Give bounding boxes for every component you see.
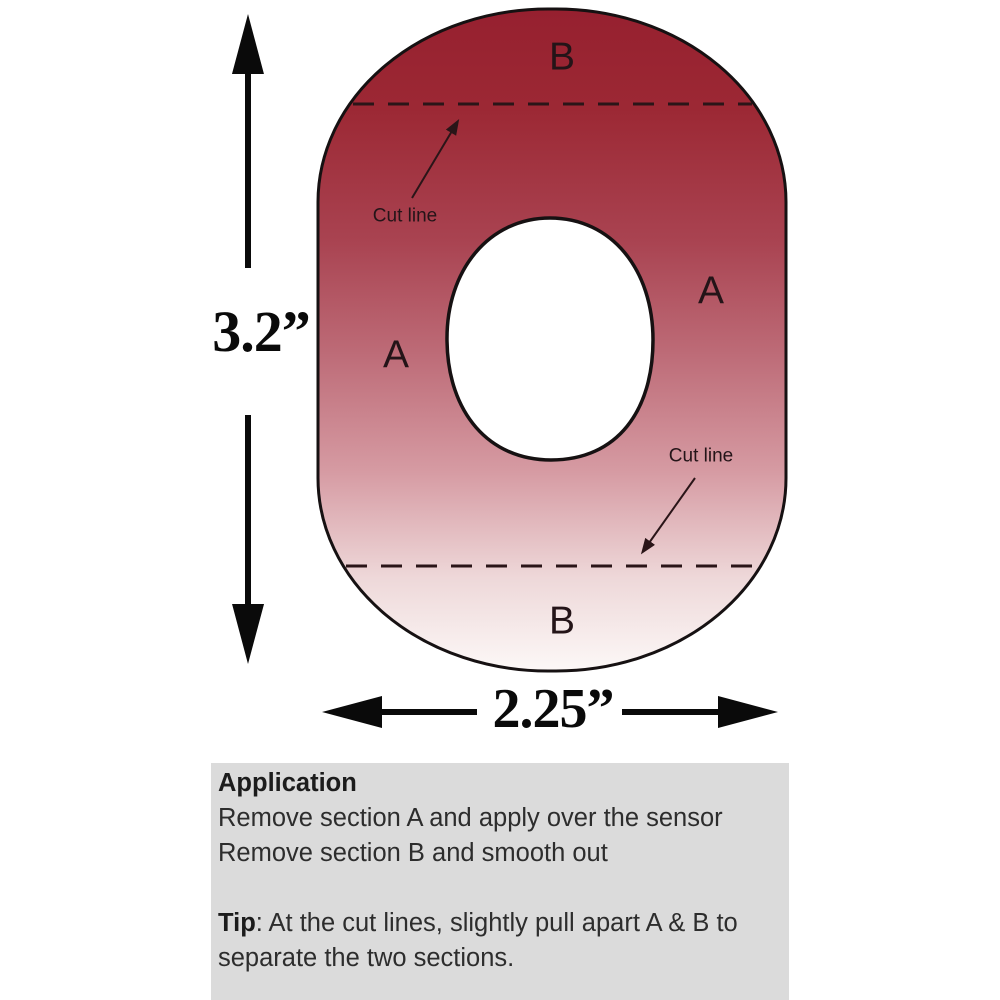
section-b-top-label: B bbox=[548, 35, 576, 79]
sensor-hole bbox=[447, 218, 653, 460]
tip-text: : At the cut lines, slightly pull apart A & B to separate the two sections. bbox=[218, 909, 738, 972]
section-a-right-label: A bbox=[697, 269, 725, 313]
cut-line-bottom-label: Cut line bbox=[668, 445, 734, 467]
section-b-bottom-label: B bbox=[548, 599, 576, 643]
cut-line-top-label: Cut line bbox=[372, 205, 438, 227]
instructions-tip bbox=[218, 906, 781, 976]
width-dimension-label: 2.25” bbox=[492, 678, 614, 740]
instructions-line-1: Remove section A and apply over the sensor bbox=[218, 804, 723, 832]
section-a-left-label: A bbox=[382, 333, 410, 377]
height-dimension-label: 3.2” bbox=[212, 299, 310, 364]
instructions-heading: Application bbox=[218, 769, 357, 797]
tip-label: Tip bbox=[218, 909, 256, 937]
instructions-line-2: Remove section B and smooth out bbox=[218, 839, 608, 867]
instructions-box bbox=[211, 763, 789, 1000]
instructions-spacer bbox=[218, 871, 781, 906]
